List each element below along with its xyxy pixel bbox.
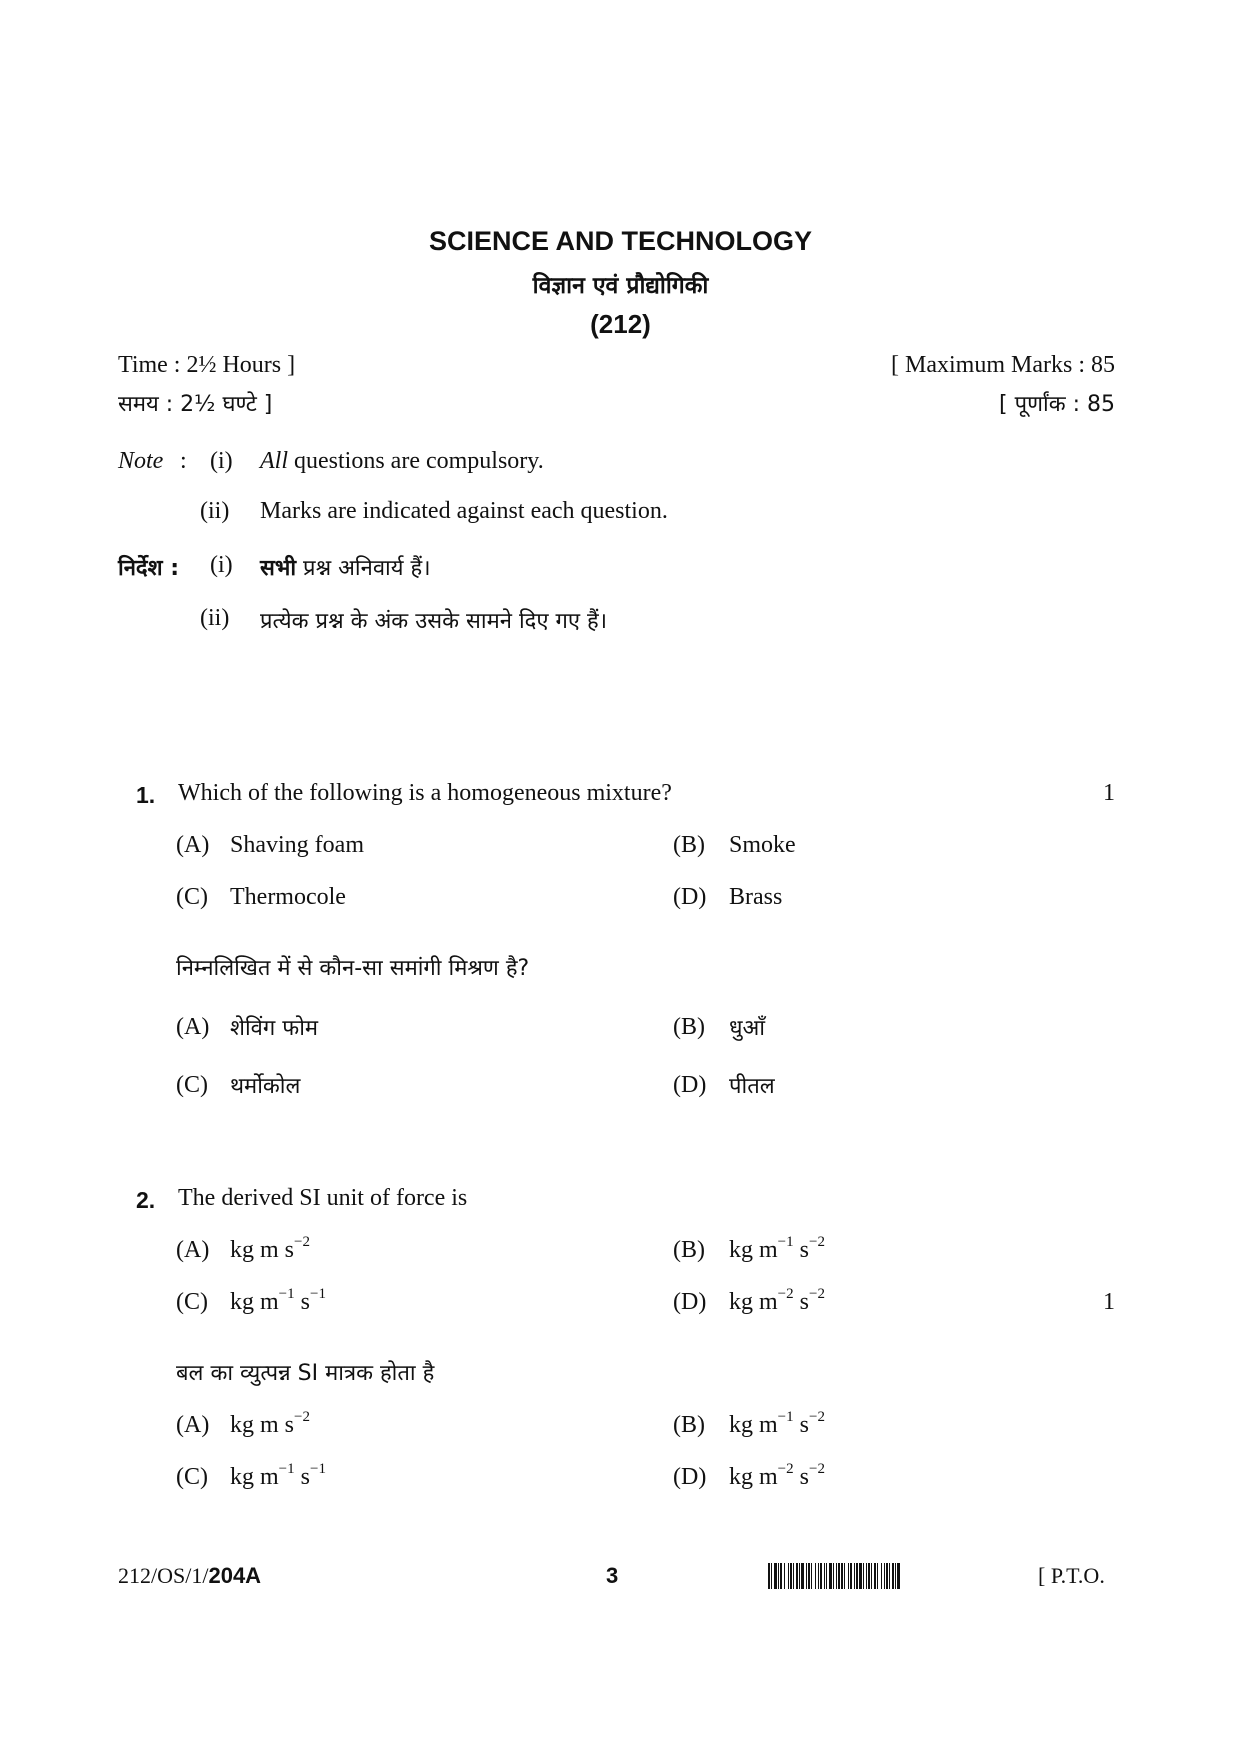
option-text-hindi: थर्मोकोल <box>230 1074 301 1099</box>
note-label-hindi: निर्देश : <box>118 556 180 581</box>
question-text: Which of the following is a homogeneous mixture? <box>178 780 672 806</box>
option-unit: kg $m^{-1}$ $s^{-2}$ <box>729 1234 825 1263</box>
option-text: Thermocole <box>230 884 346 910</box>
note-item-num: (ii) <box>200 605 230 631</box>
pto-label: [ P.T.O. <box>1038 1563 1105 1588</box>
question-number: 1. <box>136 782 156 808</box>
paper-title: SCIENCE AND TECHNOLOGY <box>428 226 813 256</box>
option-text-hindi: धुआँ <box>729 1016 766 1041</box>
note-item-1 <box>260 448 544 475</box>
note-emphasis-hindi: सभी <box>260 556 297 581</box>
question-text-hindi: बल का व्युत्पन्न SI मात्रक होता है <box>176 1361 435 1386</box>
option-label: (D) <box>673 1464 707 1490</box>
option-unit: kg $m^{-2}$ $s^{-2}$ <box>729 1461 825 1490</box>
question-number: 2. <box>136 1187 156 1213</box>
option-label: (D) <box>673 884 707 910</box>
option-label: (A) <box>176 832 210 858</box>
question-marks: 1 <box>1103 1289 1115 1315</box>
question-text: The derived SI unit of force is <box>178 1185 468 1211</box>
max-marks-en: [ Maximum Marks : 85 <box>891 352 1115 378</box>
option-text-hindi: पीतल <box>729 1074 775 1099</box>
option-label: (C) <box>176 1289 208 1315</box>
question-text-hindi: निम्नलिखित में से कौन-सा समांगी मिश्रण है? <box>176 956 530 981</box>
option-label: (D) <box>673 1289 707 1315</box>
note-item-num: (ii) <box>200 498 230 524</box>
note-item-num: (i) <box>210 448 233 474</box>
option-unit: kg $m^{-1}$ $s^{-1}$ <box>230 1286 326 1315</box>
paper-set-code: 212/OS/1/204A <box>118 1563 262 1588</box>
barcode-stripe <box>897 1563 900 1589</box>
option-text: Smoke <box>729 832 796 858</box>
note-text-hindi: प्रश्न अनिवार्य हैं। <box>303 556 431 581</box>
option-label: (B) <box>673 832 705 858</box>
page-number: 3 <box>606 1563 619 1588</box>
option-unit: kg m $s^{-2}$ <box>230 1234 310 1263</box>
time-en: Time : 2½ Hours ] <box>118 352 296 378</box>
option-label: (C) <box>176 884 208 910</box>
note-emphasis: All <box>260 448 288 474</box>
option-label: (D) <box>673 1072 707 1098</box>
option-unit: kg $m^{-1}$ $s^{-2}$ <box>729 1409 825 1438</box>
option-label: (B) <box>673 1412 705 1438</box>
note-item-2-hindi: प्रत्येक प्रश्न के अंक उसके सामने दिए गए हैं। <box>260 609 608 634</box>
option-unit: kg m $s^{-2}$ <box>230 1409 310 1438</box>
max-marks-hi: [ पूर्णांक : 85 <box>999 392 1115 417</box>
option-label: (B) <box>673 1237 705 1263</box>
note-item-2: Marks are indicated against each question. <box>260 498 668 524</box>
question-marks: 1 <box>1103 780 1115 806</box>
paper-title-hindi: विज्ञान एवं प्रौद्योगिकी <box>532 273 709 299</box>
option-unit: kg $m^{-2}$ $s^{-2}$ <box>729 1286 825 1315</box>
note-item-1-hindi <box>260 552 431 582</box>
option-text: Brass <box>729 884 783 910</box>
note-colon: : <box>180 448 187 474</box>
option-label: (C) <box>176 1464 208 1490</box>
barcode <box>768 1563 1028 1589</box>
note-text: questions are compulsory. <box>294 448 544 474</box>
option-label: (A) <box>176 1237 210 1263</box>
option-label: (C) <box>176 1072 208 1098</box>
time-hi: समय : 2½ घण्टे ] <box>118 392 273 417</box>
option-unit: kg $m^{-1}$ $s^{-1}$ <box>230 1461 326 1490</box>
option-label: (A) <box>176 1014 210 1040</box>
paper-code: (212) <box>590 309 651 339</box>
option-label: (B) <box>673 1014 705 1040</box>
option-text: Shaving foam <box>230 832 364 858</box>
note-item-num: (i) <box>210 552 233 578</box>
option-label: (A) <box>176 1412 210 1438</box>
note-label: Note <box>118 448 164 474</box>
option-text-hindi: शेविंग फोम <box>230 1016 319 1041</box>
